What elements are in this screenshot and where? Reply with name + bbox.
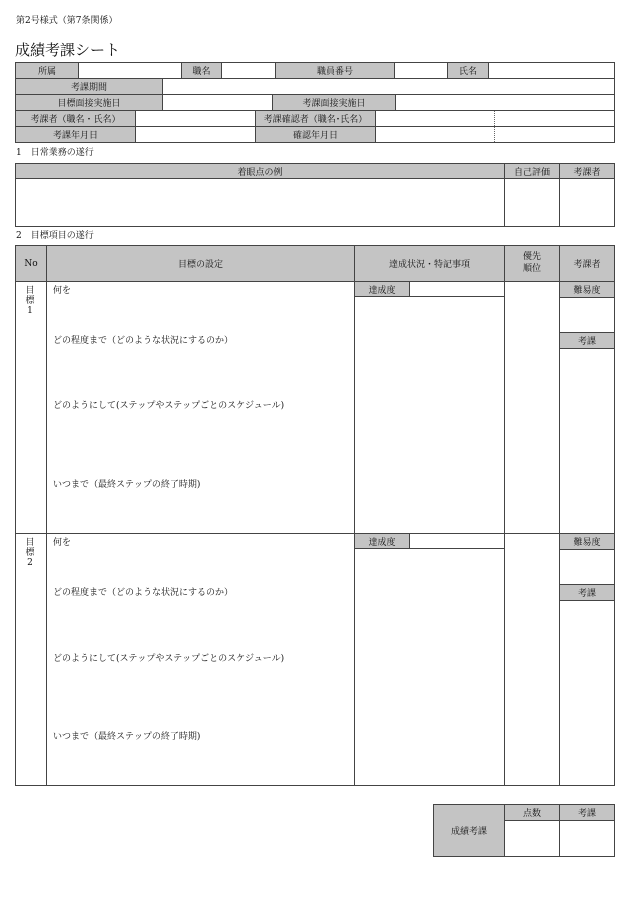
goal-2-label [25,538,35,568]
goal-2-achievement-label: 達成度 [354,533,410,549]
goal-2-difficulty-field[interactable] [560,550,614,584]
summary-score-field[interactable] [504,820,560,857]
goal-2-degree: どの程度まで（どのような状況にするのか） [53,588,234,598]
shozoku-label: 所属 [15,62,79,79]
koka-date-field[interactable] [135,126,256,143]
col-setting-header: 目標の設定 [177,260,223,270]
evaluator-field[interactable] [559,178,615,227]
kakuninsha-label: 考課確認者（職名･氏名） [255,110,376,127]
section2-heading: 2 目標項目の遂行 [16,231,94,241]
summary-evaluation-label: 考課 [559,804,615,821]
kakuninsha-field[interactable] [375,110,615,127]
col-evaluator-header-2: 考課者 [573,260,601,270]
shokuin-bango-label: 職員番号 [275,62,395,79]
col-priority-header [505,251,559,275]
goal-2-difficulty-label: 難易度 [559,533,615,550]
goal-1-degree: どの程度まで（どのような状況にするのか） [53,336,234,346]
goal-2-until: いつまで（最終ステップの終了時期) [53,732,201,742]
goal-1-achievement-field[interactable] [410,282,504,296]
goal-1-difficulty-label: 難易度 [559,281,615,298]
shokumei-label: 職名 [181,62,222,79]
kakunin-date-label: 確認年月日 [255,126,376,143]
kakunin-date-divider [494,127,495,142]
kokasha-field[interactable] [135,110,256,127]
goal-1-achievement-label: 達成度 [354,281,410,297]
shokuin-bango-field[interactable] [394,62,448,79]
section1-heading: 1 日常業務の遂行 [16,148,94,158]
goal-2-what: 何を [53,538,72,548]
goal-2-status-field[interactable] [355,549,504,785]
goal-2-evaluation-label: 考課 [559,584,615,601]
col-status-header: 達成状況・特記事項 [388,260,470,270]
summary-score-label: 点数 [504,804,560,821]
goal-2-setting-field[interactable] [47,550,354,785]
shokumei-field[interactable] [221,62,276,79]
koka-kikan-field[interactable] [162,78,615,95]
goal-1-what: 何を [53,286,72,296]
shimei-field[interactable] [488,62,615,79]
kokasha-label: 考課者（職名・氏名） [15,110,136,127]
page-title: 成績考課シート [15,41,121,59]
col-evaluator-header: 考課者 [559,163,615,179]
goal-2-priority-field[interactable] [505,534,559,785]
goal-1-until: いつまで（最終ステップの終了時期) [53,480,201,490]
summary-evaluation-field[interactable] [559,820,615,857]
kakuninsha-divider [494,111,495,126]
goal-1-label [25,286,35,316]
goal-2-achievement-field[interactable] [410,534,504,548]
goal-2-how: どのようにして(ステップやステップごとのスケジュール) [53,654,285,664]
col-priority-line1: 優先 [522,252,541,262]
goal-2-label-char1: 目 [25,538,35,548]
goal-1-evaluation-label: 考課 [559,332,615,349]
koka-mensetsu-label: 考課面接実施日 [272,94,396,111]
goal-1-status-field[interactable] [355,297,504,532]
goal-1-how: どのようにして(ステップやステップごとのスケジュール) [53,401,285,411]
goal-1-label-char1: 目 [25,286,35,296]
col-self-header: 自己評価 [504,163,560,179]
self-eval-field[interactable] [504,178,560,227]
goal-1-priority-field[interactable] [505,282,559,533]
shimei-label: 氏名 [447,62,489,79]
goal-1-setting-field[interactable] [47,298,354,532]
goal-1-label-char2: 標 [25,296,35,306]
form-number: 第2号様式（第7条関係） [16,16,118,26]
example-field[interactable] [15,178,505,227]
koka-date-label: 考課年月日 [15,126,136,143]
col-example-header: 着眼点の例 [15,163,505,179]
goal-1-evaluation-field[interactable] [560,349,614,532]
goal-2-label-char2: 標 [25,548,35,558]
goal-1-difficulty-field[interactable] [560,298,614,332]
shozoku-field[interactable] [78,62,182,79]
kakunin-date-field[interactable] [375,126,615,143]
koka-kikan-label: 考課期間 [15,78,163,95]
col-no-header: No [24,258,38,269]
col-priority-line2: 順位 [522,264,541,274]
summary-label: 成績考課 [433,804,505,857]
mokuhyo-mensetsu-label: 目標面接実施日 [15,94,163,111]
goal-1-label-char3: 1 [27,306,33,316]
goal-2-evaluation-field[interactable] [560,601,614,785]
goal-2-label-char3: 2 [27,558,33,568]
koka-mensetsu-field[interactable] [395,94,615,111]
mokuhyo-mensetsu-field[interactable] [162,94,273,111]
